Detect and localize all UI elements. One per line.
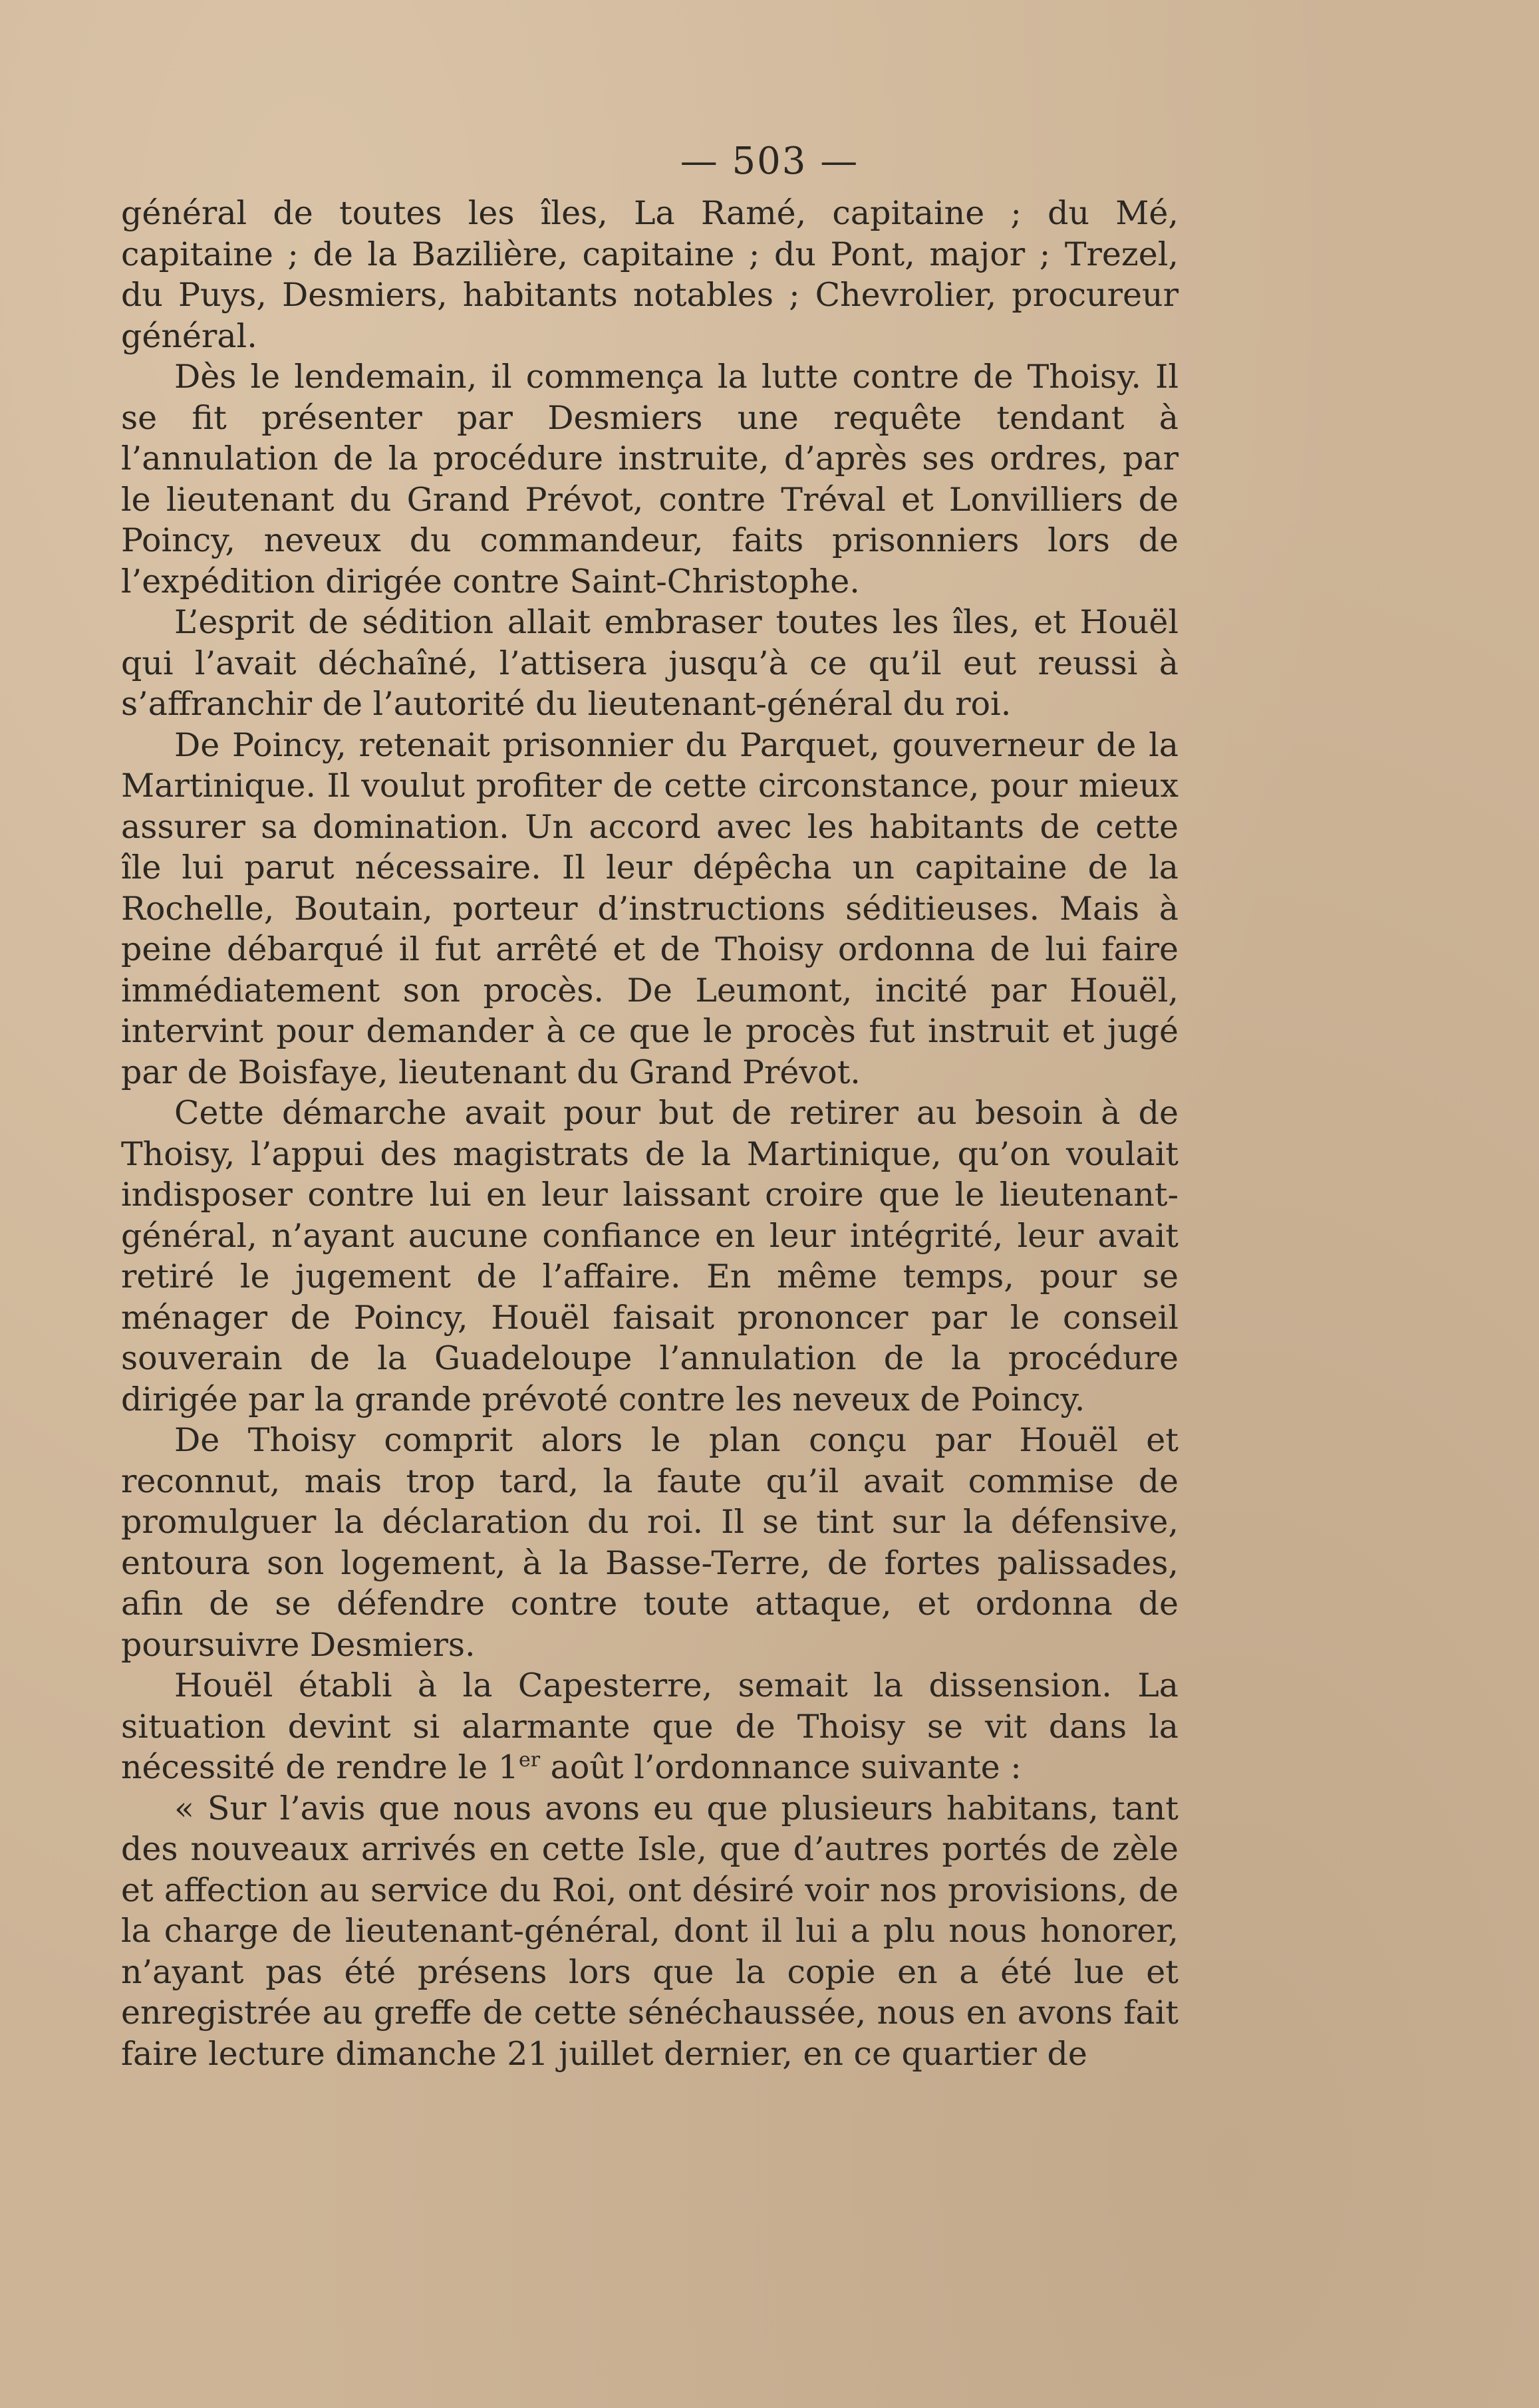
paragraph: De Poincy, retenait prisonnier du Parquet, gouverneur de la Martinique. Il voulut profiter de cette circonstance, pour mieux assurer sa domination. Un accord avec les habitants de cette île lui parut nécessaire. Il leur dépêcha un capitaine de la Rochelle, Boutain, porteur d’instructions séditieuses. Mais à peine débarqué il fut arrêté et de Thoisy ordonna de lui faire immédiatement son procès. De Leumont, incité par Houël, intervint pour demander à ce que le procès fut instruit et jugé par de Boisfaye, lieutenant du Grand Prévot.: [121, 726, 1179, 1091]
paragraph-text-before: Houël établi à la Capesterre, semait la dissension. La situation devint si alarmante que de Thoisy se vit dans la nécessité de rendre le 1: [121, 1667, 1179, 1786]
paragraph: L’esprit de sédition allait embraser toutes les îles, et Houël qui l’avait déchaîné, l’attisera jusqu’à ce qu’il eut reussi à s’affranchir de l’autorité du lieutenant-général du roi.: [121, 603, 1179, 723]
paragraph: Cette démarche avait pour but de retirer au besoin à de Thoisy, l’appui des magistrats de la Martinique, qu’on voulait indisposer contre lui en leur laissant croire que le lieutenant-général, n’ayant aucune confiance en leur intégrité, leur avait retiré le jugement de l’affaire. En même temps, pour se ménager de Poincy, Houël faisait prononcer par le conseil souverain de la Guadeloupe l’annulation de la procédure dirigée par la grande prévoté contre les neveux de Poincy.: [121, 1094, 1179, 1418]
paragraph-text-after: août l’ordonnance suivante :: [540, 1748, 1022, 1786]
paragraph: « Sur l’avis que nous avons eu que plusieurs habitans, tant des nouveaux arrivés en cette Isle, que d’autres portés de zèle et affection au service du Roi, ont désiré voir nos provisions, de la charge de lieutenant-général, dont il lui a plu nous honorer, n’ayant pas été présens lors que la copie en a été lue et enregistrée au greffe de cette sénéchaussée, nous en avons fait faire lecture dimanche 21 juillet dernier, en ce quartier de: [121, 1789, 1179, 2073]
paragraph: Dès le lendemain, il commença la lutte contre de Thoisy. Il se fit présenter par Desmiers une requête tendant à l’annulation de la procédure instruite, d’après ses ordres, par le lieutenant du Grand Prévot, contre Tréval et Lonvilliers de Poincy, neveux du commandeur, faits prisonniers lors de l’expédition dirigée contre Saint-Christophe.: [121, 358, 1179, 601]
paragraph: général de toutes les îles, La Ramé, capitaine ; du Mé, capitaine ; de la Bazilière, capitaine ; du Pont, major ; Trezel, du Puys, Desmiers, habitants notables ; Chevrolier, procureur général.: [121, 194, 1179, 355]
paragraph: De Thoisy comprit alors le plan conçu par Houël et reconnut, mais trop tard, la faute qu’il avait commise de promulguer la déclaration du roi. Il se tint sur la défensive, entoura son logement, à la Basse-Terre, de fortes palissades, afin de se défendre contre toute attaque, et ordonna de poursuivre Desmiers.: [121, 1421, 1179, 1664]
paragraph: [121, 1665, 1179, 1788]
page-number: — 503 —: [680, 140, 859, 183]
body-text: [121, 193, 1179, 2074]
ordinal-superscript: er: [518, 1748, 541, 1772]
